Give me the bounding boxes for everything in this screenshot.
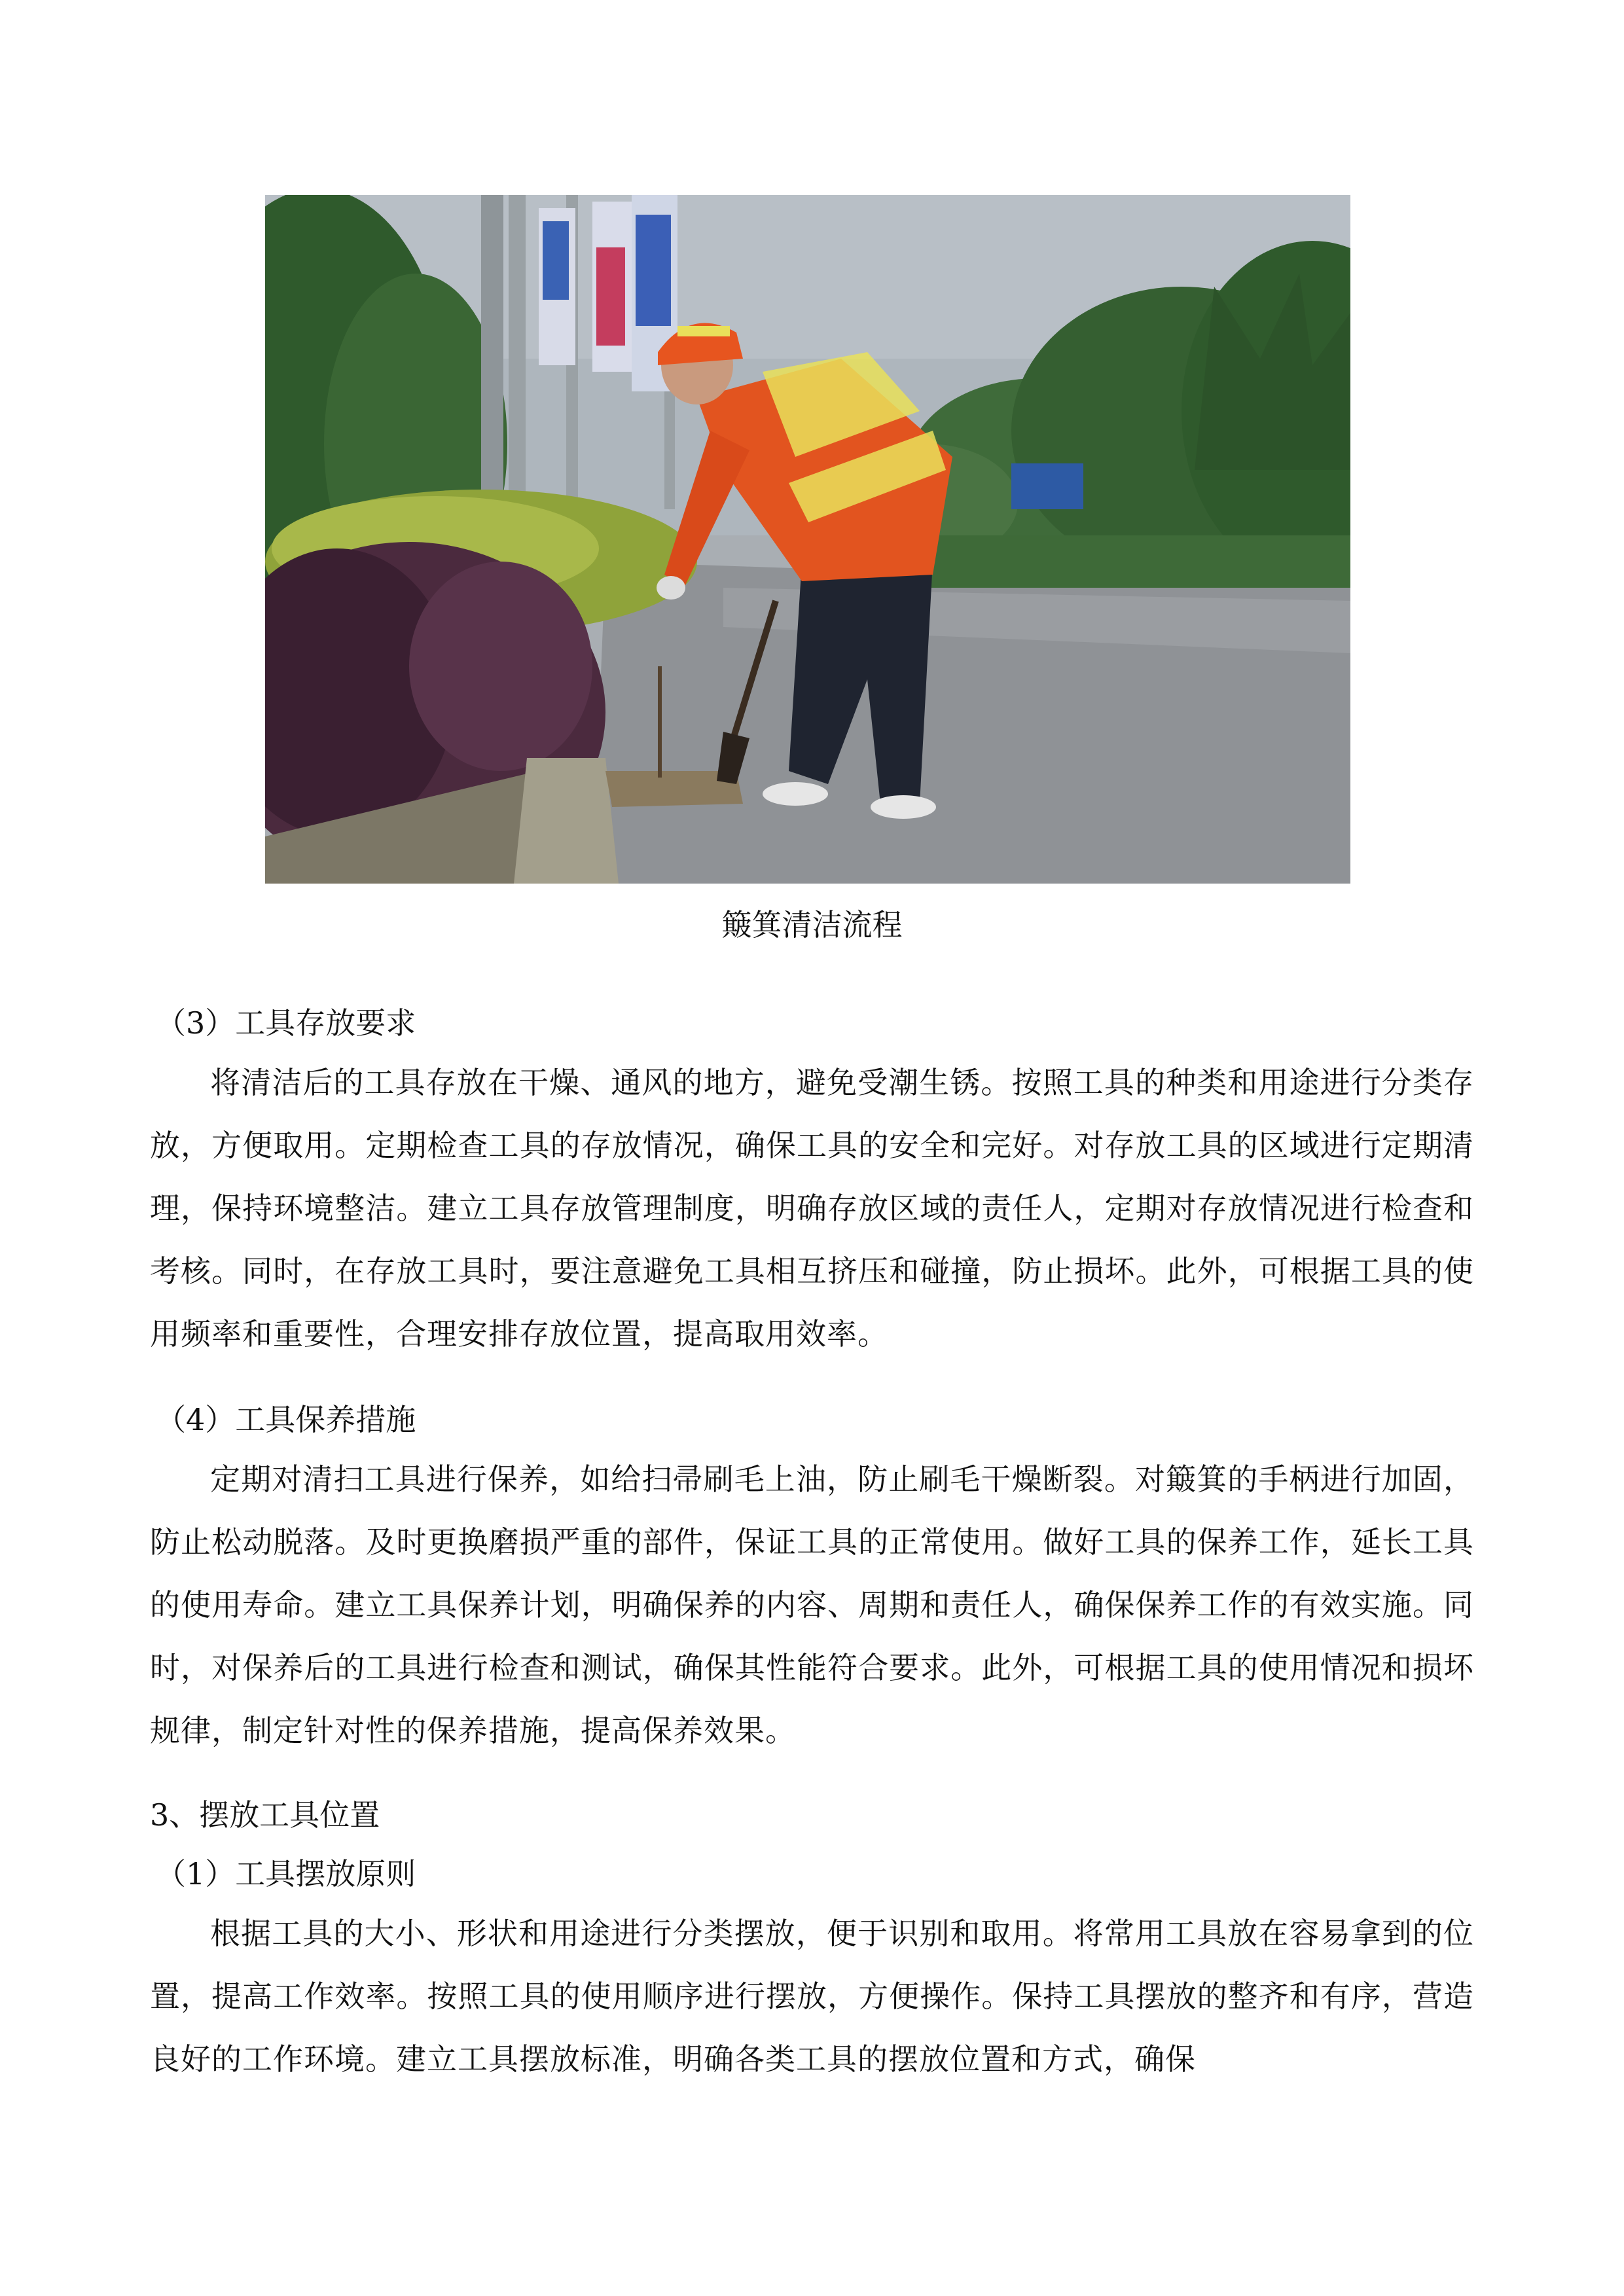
section-heading: （3）工具存放要求 [156,1005,416,1041]
street-sweeper-photo [265,195,1350,884]
body-paragraph [150,1448,1474,1762]
section-heading: 3、摆放工具位置 [150,1797,380,1833]
paragraph-text: 根据工具的大小、形状和用途进行分类摆放，便于识别和取用。将常用工具放在容易拿到的位置，提高工作效率。按照工具的使用顺序进行摆放，方便操作。保持工具摆放的整齐和有序，营造良好的工作环境。建立工具摆放标准，明确各类工具的摆放位置和方式，确保 [150,1916,1474,2077]
paragraph-text: 定期对清扫工具进行保养，如给扫帚刷毛上油，防止刷毛干燥断裂。对簸箕的手柄进行加固，防止松动脱落。及时更换磨损严重的部件，保证工具的正常使用。做好工具的保养工作，延长工具的使用寿命。建立工具保养计划，明确保养的内容、周期和责任人，确保保养工作的有效实施。同时，对保养后的工具进行检查和测试，确保其性能符合要求。此外，可根据工具的使用情况和损坏规律，制定针对性的保养措施，提高保养效果。 [150,1462,1474,1748]
paragraph-text: 将清洁后的工具存放在干燥、通风的地方，避免受潮生锈。按照工具的种类和用途进行分类存放，方便取用。定期检查工具的存放情况，确保工具的安全和完好。对存放工具的区域进行定期清理，保持环境整洁。建立工具存放管理制度，明确存放区域的责任人，定期对存放情况进行检查和考核。同时，在存放工具时，要注意避免工具相互挤压和碰撞，防止损坏。此外，可根据工具的使用频率和重要性，合理安排存放位置，提高取用效率。 [150,1065,1474,1352]
body-paragraph [150,1051,1474,1365]
section-heading: （4）工具保养措施 [156,1402,416,1437]
section-heading: （1）工具摆放原则 [156,1856,416,1892]
body-paragraph [150,1902,1474,2090]
figure-caption: 簸箕清洁流程 [721,907,903,942]
